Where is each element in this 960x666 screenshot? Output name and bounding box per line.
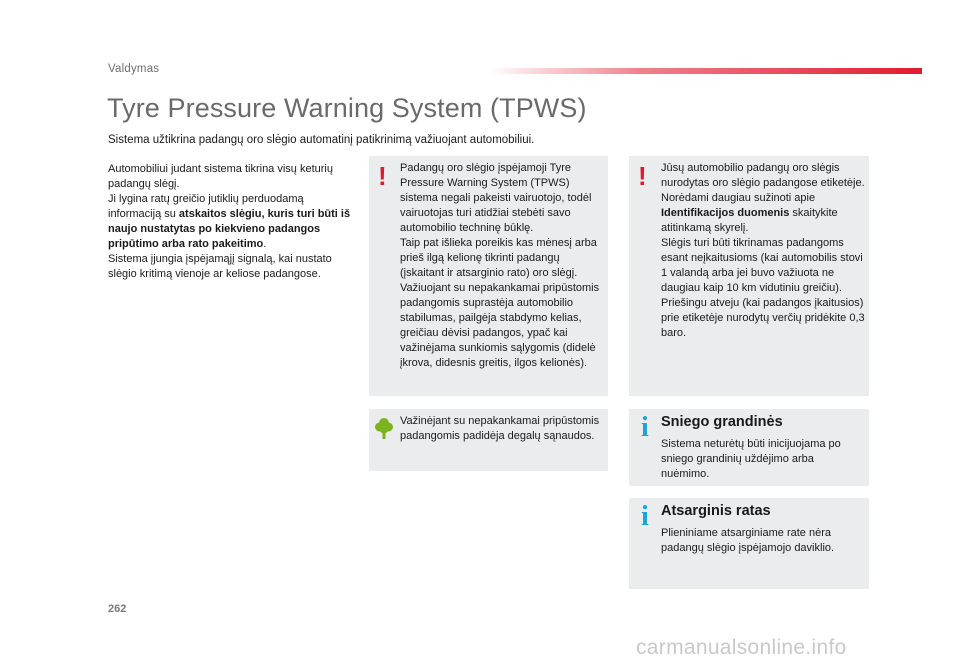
warning-box-pressure	[629, 156, 869, 396]
warning1-paragraph-1: Padangų oro slėgio įspėjamoji Tyre Pressure Warning System (TPWS) sistema negali pakeisti vairuotojo, todėl vairuotojas turi atidžiai stebėti savo automobilio techninę būklę.	[400, 162, 592, 234]
warning2-p2-text-b: skaitykite atitinkamą skyrelį.	[661, 207, 838, 234]
snow-chains-box	[629, 409, 869, 486]
page-title: Tyre Pressure Warning System (TPWS)	[107, 93, 587, 123]
section-label: Valdymas	[108, 63, 160, 75]
eco-text: Važinėjant su nepakankamai pripūstomis padangomis padidėja degalų sąnaudos.	[400, 415, 600, 442]
info-icon: i	[641, 412, 649, 443]
snow-chains-heading: Sniego grandinės	[661, 414, 783, 430]
intro-text: Sistema užtikrina padangų oro slėgio automatinį patikrinimą važiuojant automobiliui.	[108, 134, 535, 146]
snow-chains-text: Sistema neturėtų būti inicijuojama po sniego grandinių uždėjimo arba nuėmimo.	[661, 438, 841, 480]
left-paragraph-2	[108, 192, 356, 252]
left-paragraph-1: Automobiliui judant sistema tikrina visų keturių padangų slėgį.	[108, 163, 333, 190]
exclamation-warning-icon: !	[378, 161, 387, 191]
warning2-p2-bold: Identifikacijos duomenis	[661, 207, 790, 219]
header-accent-bar	[488, 68, 922, 74]
warning2-paragraph-2	[661, 191, 867, 236]
left-p2-bold: atskaitos slėgiu, kuris turi būti iš naujo nustatytas po kiekvieno padangos pripūtimo arba rato pakeitimo	[108, 208, 351, 250]
warning2-paragraph-1: Jūsų automobilio padangų oro slėgis nurodytas oro slėgio padangose etiketėje.	[661, 162, 865, 189]
spare-wheel-heading: Atsarginis ratas	[661, 503, 771, 519]
warning1-paragraph-2: Taip pat išlieka poreikis kas mėnesį arba prieš ilgą kelionę tikrinti padangų (įskaitant ir atsarginio rato) oro slėgį.	[400, 237, 597, 279]
left-p2-text-a: Ji lygina ratų greičio jutiklių perduodamą informaciją su	[108, 193, 304, 220]
warning-box-tpws	[369, 156, 608, 396]
left-column	[108, 162, 356, 282]
watermark: carmanualsonline.info	[636, 636, 847, 659]
spare-wheel-box	[629, 498, 869, 589]
exclamation-warning-icon: !	[638, 161, 647, 191]
tree-eco-icon	[375, 417, 393, 439]
page-number: 262	[108, 603, 127, 615]
eco-box	[369, 409, 608, 471]
spare-wheel-text: Plieniniame atsarginiame rate nėra padangų slėgio įspėjamojo daviklio.	[661, 527, 835, 554]
warning1-paragraph-3: Važiuojant su nepakankamai pripūstomis padangomis suprastėja automobilio stabilumas, pailgėja stabdymo kelias, greičiau dėvisi padangos, ypač kai važinėjama sunkiomis sąlygomis (didelė įkrova, didesnis greitis, ilgos kelionės).	[400, 282, 600, 369]
left-p2-text-b: .	[263, 238, 267, 250]
warning2-paragraph-4: Priešingu atveju (kai padangos įkaitusios) prie etiketėje nurodytų verčių pridėkite 0,3 baro.	[661, 297, 865, 339]
left-paragraph-3: Sistema įjungia įspėjamąjį signalą, kai nustato slėgio kritimą vienoje ar keliose padangose.	[108, 253, 332, 280]
info-icon: i	[641, 501, 649, 532]
warning2-paragraph-3: Slėgis turi būti tikrinamas padangoms esant neįkaitusioms (kai automobilis stovi 1 valandą arba jei buvo važiuota ne daugiau kaip 10 km vidutiniu greičiu).	[661, 237, 863, 294]
warning2-p2-text-a: Norėdami daugiau sužinoti apie	[661, 192, 816, 204]
